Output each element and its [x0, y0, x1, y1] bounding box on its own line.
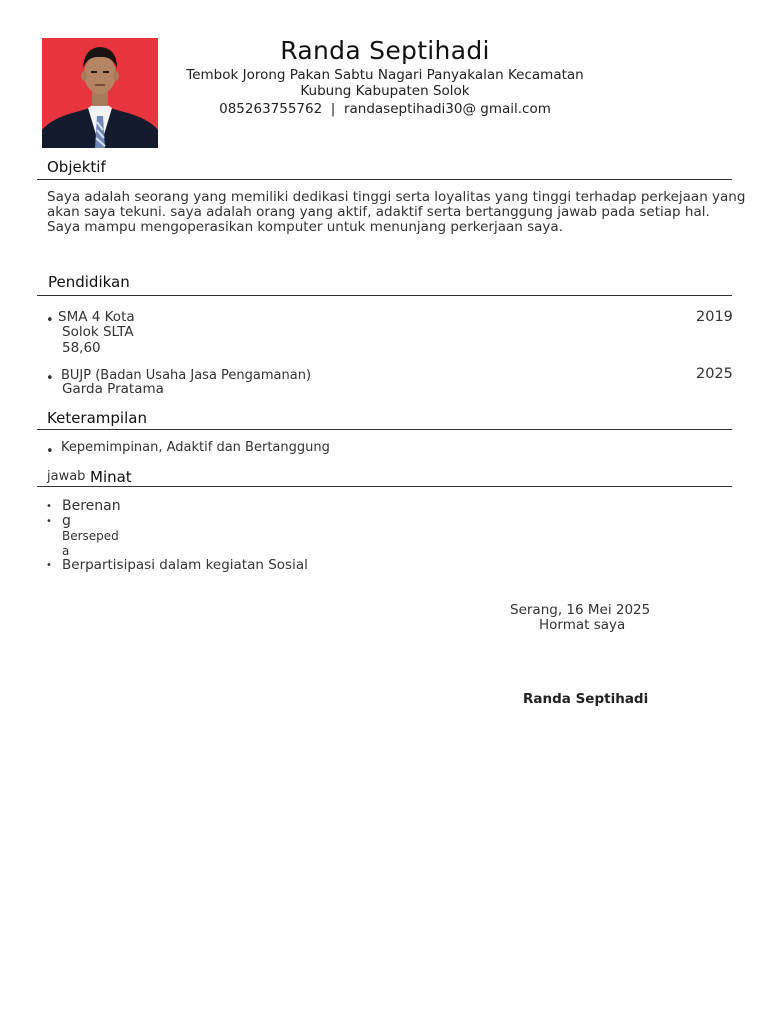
- section-title-minat: Minat: [90, 468, 132, 486]
- address-line-2: Kubung Kabupaten Solok: [300, 82, 470, 99]
- education-item-1-line-2: Solok SLTA: [62, 324, 134, 340]
- candidate-name: Randa Septihadi: [280, 36, 490, 65]
- phone-number: 085263755762: [219, 101, 323, 117]
- bullet-icon: •: [46, 501, 52, 512]
- section-title-objektif: Objektif: [47, 158, 106, 176]
- interest-item-2-line-1: Berseped: [62, 529, 119, 543]
- education-item-2-line-2: Garda Pratama: [62, 381, 164, 397]
- person-portrait-icon: [42, 38, 158, 148]
- address-line-1: Tembok Jorong Pakan Sabtu Nagari Panyakalan Kecamatan: [186, 67, 584, 83]
- email-address: randaseptihadi30@ gmail.com: [343, 101, 551, 117]
- place-date: Serang, 16 Mei 2025: [510, 602, 651, 618]
- signature-name: Randa Septihadi: [523, 691, 649, 707]
- interest-item-1-line-1: Berenan: [62, 498, 121, 514]
- education-item-1-line-1: SMA 4 Kota: [58, 309, 135, 325]
- skill-item: Kepemimpinan, Adaktif dan Bertanggung: [61, 440, 330, 455]
- skill-item-continuation: jawab: [47, 469, 86, 484]
- contact-line: [180, 101, 590, 117]
- address: [180, 68, 590, 99]
- bullet-icon: •: [46, 444, 54, 459]
- education-item-1-line-3: 58,60: [62, 340, 101, 356]
- interest-item-3: Berpartisipasi dalam kegiatan Sosial: [62, 557, 308, 573]
- contact-separator: |: [330, 101, 336, 117]
- interest-item-1-line-2: g: [62, 513, 71, 529]
- section-divider: [37, 486, 732, 487]
- section-divider: [37, 295, 732, 296]
- objektif-text: Saya adalah seorang yang memiliki dedikasi tinggi serta loyalitas yang tinggi terhadap perkejaan yang akan saya tekuni. saya adalah orang yang aktif, adaktif serta bertanggung jawab pada setiap hal. Saya mampu mengoperasikan komputer untuk menunjang perkerjaan saya.: [47, 189, 746, 235]
- section-divider: [37, 429, 732, 430]
- section-title-keterampilan: Keterampilan: [47, 409, 147, 427]
- bullet-icon: •: [46, 371, 54, 386]
- bullet-icon: •: [46, 560, 52, 571]
- section-title-pendidikan: Pendidikan: [48, 273, 130, 291]
- section-divider: [37, 179, 732, 180]
- profile-photo: [42, 38, 158, 148]
- interest-item-2-line-2: a: [62, 544, 70, 558]
- closing: Hormat saya: [539, 617, 626, 633]
- bullet-icon: •: [46, 313, 54, 328]
- education-item-2-year: 2025: [696, 366, 733, 382]
- education-item-1-year: 2019: [696, 309, 733, 325]
- bullet-icon: •: [46, 516, 52, 527]
- education-item-2-line-1: BUJP (Badan Usaha Jasa Pengamanan): [61, 368, 312, 383]
